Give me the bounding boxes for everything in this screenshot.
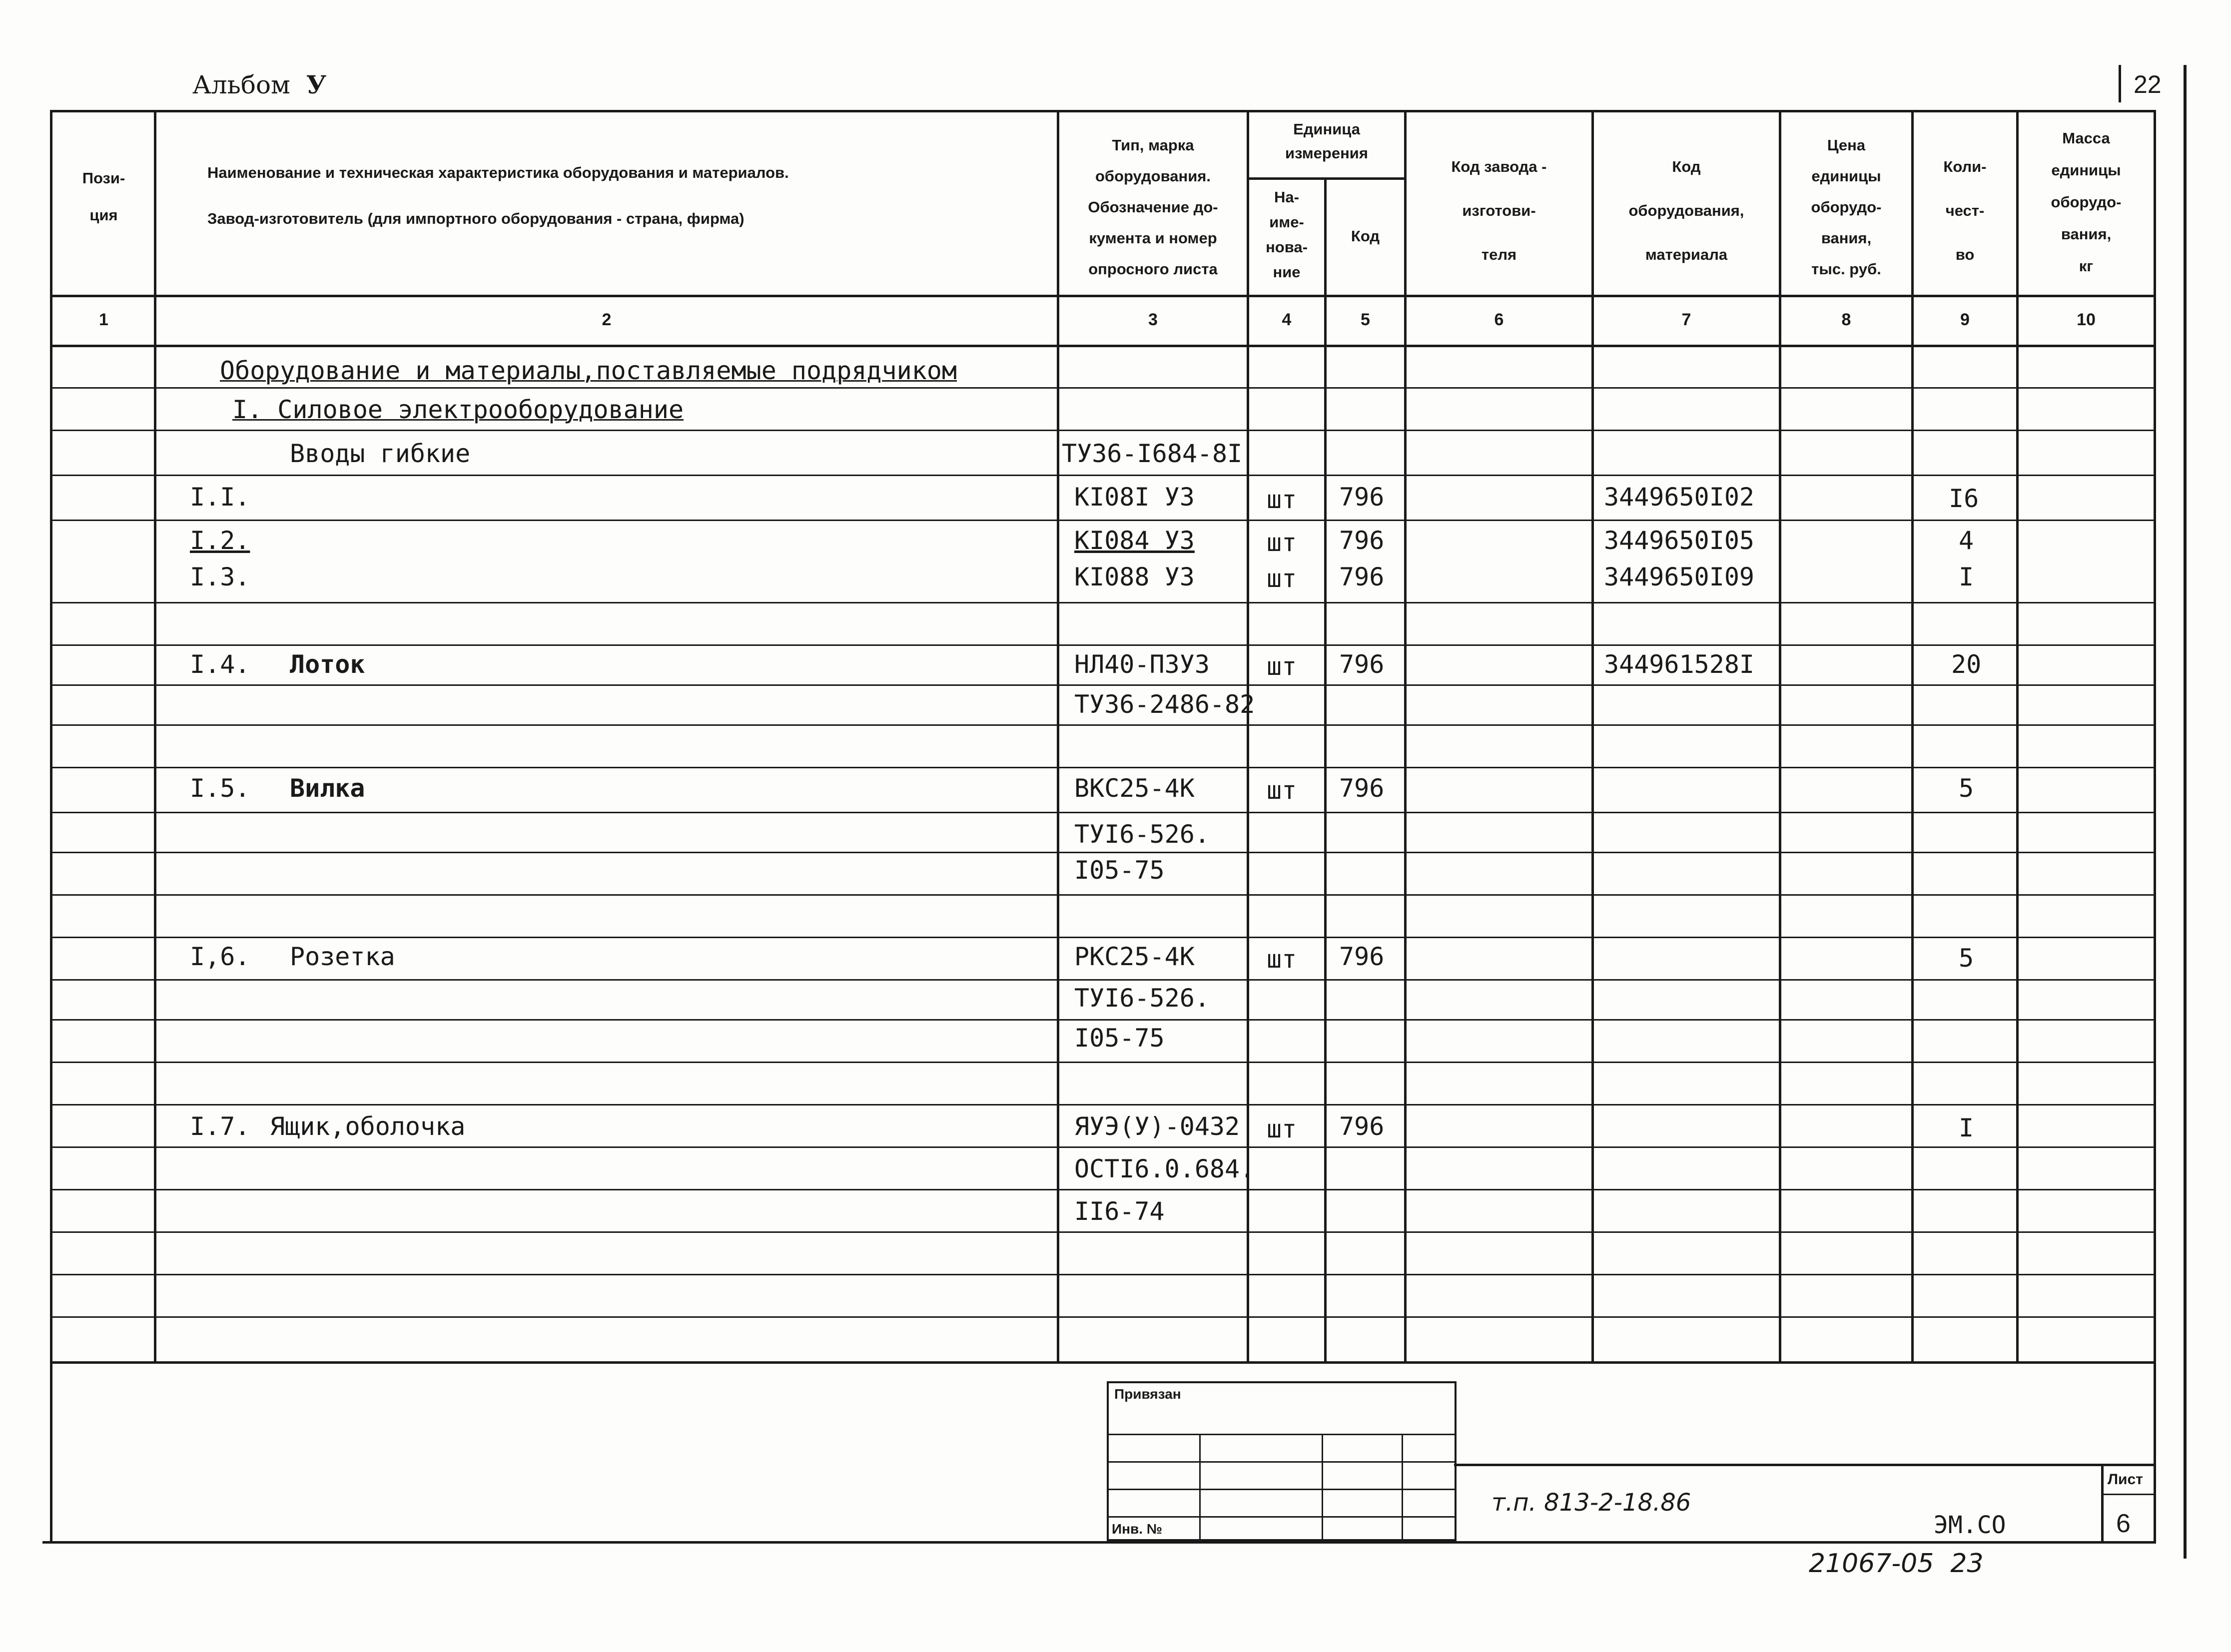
row-mark: НЛ40-П3УЗ (1074, 650, 1210, 679)
row-mark: ЯУЭ(У)-0432 (1074, 1112, 1240, 1141)
header-col3: Тип, марка оборудования. Обозначение до- кумента и номер опросного листа (1088, 136, 1218, 278)
stamp-line (1107, 1489, 1457, 1490)
row-mark-3: II6-74 (1074, 1197, 1165, 1226)
row-qty: 5 (1959, 944, 1974, 973)
colnum-7: 7 (1681, 310, 1691, 329)
row-unit: шт (1267, 564, 1297, 593)
row-mark-3: I05-75 (1074, 856, 1165, 885)
row-line (50, 767, 2156, 768)
privyazan-label: Привязан (1114, 1386, 1181, 1402)
row-code: 796 (1339, 526, 1385, 555)
row-pos: I.2. (190, 526, 250, 555)
stamp-col (1322, 1434, 1323, 1541)
colnum-3: 3 (1148, 310, 1158, 329)
stamp-line (1107, 1434, 1457, 1435)
row-line (50, 1274, 2156, 1275)
stamp-col (1199, 1434, 1201, 1541)
header-unit-title: Единица измерения (1285, 120, 1368, 162)
page-number: 22 (2134, 70, 2162, 98)
title-block-line (1454, 1464, 2156, 1466)
page-number-divider (2119, 65, 2121, 102)
row-name: Лоток (290, 650, 365, 679)
row-mark-2: ТУI6-526. (1074, 984, 1210, 1013)
inv-no-label: Инв. № (1112, 1521, 1163, 1537)
row-name: Вилка (290, 774, 365, 803)
row-line (50, 644, 2156, 646)
row-line (50, 1104, 2156, 1105)
row-eq-code: 344961528I (1604, 650, 1755, 679)
row-line (50, 979, 2156, 981)
row-line (50, 1062, 2156, 1063)
row-line (50, 852, 2156, 853)
row-qty: 5 (1959, 774, 1974, 803)
row-line (50, 937, 2156, 938)
row-mark: КI088 УЗ (1074, 562, 1195, 591)
row-name: Ящик,оболочка (270, 1112, 466, 1141)
colnum-9: 9 (1960, 310, 1970, 329)
row-line (50, 387, 2156, 389)
col-line-5 (1404, 110, 1407, 1364)
header-col2: Наименование и техническая характеристика оборудования и материалов. Завод-изготовитель (для импортного оборудования - страна, фирма) (207, 164, 789, 227)
row-mark-2: ТУ36-2486-82 (1074, 690, 1255, 719)
row-code: 796 (1339, 650, 1385, 679)
colnum-4: 4 (1282, 310, 1292, 329)
row-mark-2: ТУI6-526. (1074, 820, 1210, 849)
row-code: 796 (1339, 1112, 1385, 1141)
row-pos: I.5. (190, 774, 250, 803)
row-name: Розетка (290, 942, 395, 971)
row-pos: I.4. (190, 650, 250, 679)
colnum-6: 6 (1494, 310, 1504, 329)
col-line-8 (1911, 110, 1914, 1364)
colnum-8: 8 (1841, 310, 1851, 329)
row-unit: шт (1267, 1114, 1297, 1143)
col-line-7 (1779, 110, 1781, 1364)
row-eq-code: 3449650I09 (1604, 562, 1755, 591)
row-pos: I.7. (190, 1112, 250, 1141)
list-label: Лист (2108, 1471, 2143, 1488)
row-unit: шт (1267, 652, 1297, 681)
doc-code: ЭМ.СО (1934, 1511, 2006, 1539)
row-mark: КI084 УЗ (1074, 526, 1195, 555)
colnum-2: 2 (602, 310, 612, 329)
col-line-2 (1057, 110, 1059, 1364)
section-main-title: Оборудование и материалы,поставляемые подрядчиком (220, 356, 957, 385)
row-line (50, 430, 2156, 431)
row-pos: I.I. (190, 483, 250, 512)
header-col7: Код оборудования, материала (1628, 158, 1744, 263)
colnum-5: 5 (1361, 310, 1370, 329)
list-box-line (2101, 1494, 2156, 1495)
col-line-4 (1324, 177, 1327, 1364)
frame-bottom-line (42, 1541, 2156, 1544)
header-col8: Цена единицы оборудо- вания, тыс. руб. (1811, 136, 1882, 278)
row-line (50, 684, 2156, 686)
list-number: 6 (2116, 1509, 2131, 1538)
stamp-line (1107, 1461, 1457, 1463)
row-code: 796 (1339, 942, 1385, 971)
row-line (50, 1316, 2156, 1318)
row-code: 796 (1339, 774, 1385, 803)
header-col6: Код завода - изготови- теля (1451, 158, 1547, 263)
row-pos: I.3. (190, 562, 250, 591)
row-code: 796 (1339, 483, 1385, 512)
colnum-1: 1 (99, 310, 108, 329)
row-qty: I (1959, 562, 1974, 591)
stamp-line (1107, 1516, 1457, 1518)
header-col4: На- име- нова- ние (1266, 188, 1308, 281)
table-bottom-line (50, 1361, 2156, 1364)
row-unit: шт (1267, 945, 1297, 974)
row-line (50, 812, 2156, 813)
row-line (50, 1189, 2156, 1190)
frame-right-line (2154, 110, 2156, 1544)
list-box-divider (2101, 1464, 2104, 1544)
header-col9: Коли- чест- во (1943, 158, 1987, 263)
row-line (50, 602, 2156, 603)
row-line (50, 1146, 2156, 1148)
row-pos: I,6. (190, 942, 250, 971)
row-qty: I6 (1949, 484, 1979, 513)
group-title: Вводы гибкие (290, 439, 471, 468)
row-line (50, 894, 2156, 896)
row-mark: КI08I УЗ (1074, 483, 1195, 512)
right-edge-line (2184, 65, 2187, 1559)
header-bottom-line (50, 295, 2156, 297)
section-sub-title: I. Силовое электрооборудование (232, 395, 684, 424)
row-eq-code: 3449650I05 (1604, 526, 1755, 555)
row-line (50, 1019, 2156, 1021)
project-number: т.п. 813-2-18.86 (1491, 1489, 1691, 1517)
colnum-10: 10 (2077, 310, 2096, 329)
header-col5: Код (1351, 227, 1380, 245)
row-mark-2: ОСТI6.0.684. (1074, 1154, 1255, 1183)
colnum-bottom-line (50, 345, 2156, 347)
row-qty: 4 (1959, 526, 1974, 555)
header-col10: Масса единицы оборудо- вания, кг (2051, 129, 2122, 275)
row-line (50, 724, 2156, 726)
row-line (50, 1231, 2156, 1233)
col-line-6 (1591, 110, 1594, 1364)
row-qty: I (1959, 1113, 1974, 1142)
unit-subheader-line (1247, 177, 1407, 180)
row-unit: шт (1267, 528, 1297, 557)
row-qty: 20 (1951, 650, 1982, 679)
bottom-code: 21067-05 23 (1809, 1549, 1984, 1579)
row-eq-code: 3449650I02 (1604, 483, 1755, 512)
header-col1: Пози- ция (82, 169, 125, 224)
group-doc: ТУ36-I684-8I (1062, 439, 1243, 468)
row-mark: ВКС25-4К (1074, 774, 1195, 803)
row-line (50, 520, 2156, 521)
row-mark-3: I05-75 (1074, 1024, 1165, 1053)
table-top-line (50, 110, 2156, 112)
col-line-1 (154, 110, 156, 1364)
row-unit: шт (1267, 485, 1297, 514)
row-line (50, 475, 2156, 476)
album-label: Альбом У (192, 70, 327, 99)
row-unit: шт (1267, 776, 1297, 805)
stamp-col (1402, 1434, 1403, 1541)
col-line-9 (2016, 110, 2019, 1364)
row-mark: РКС25-4К (1074, 942, 1195, 971)
row-code: 796 (1339, 562, 1385, 591)
